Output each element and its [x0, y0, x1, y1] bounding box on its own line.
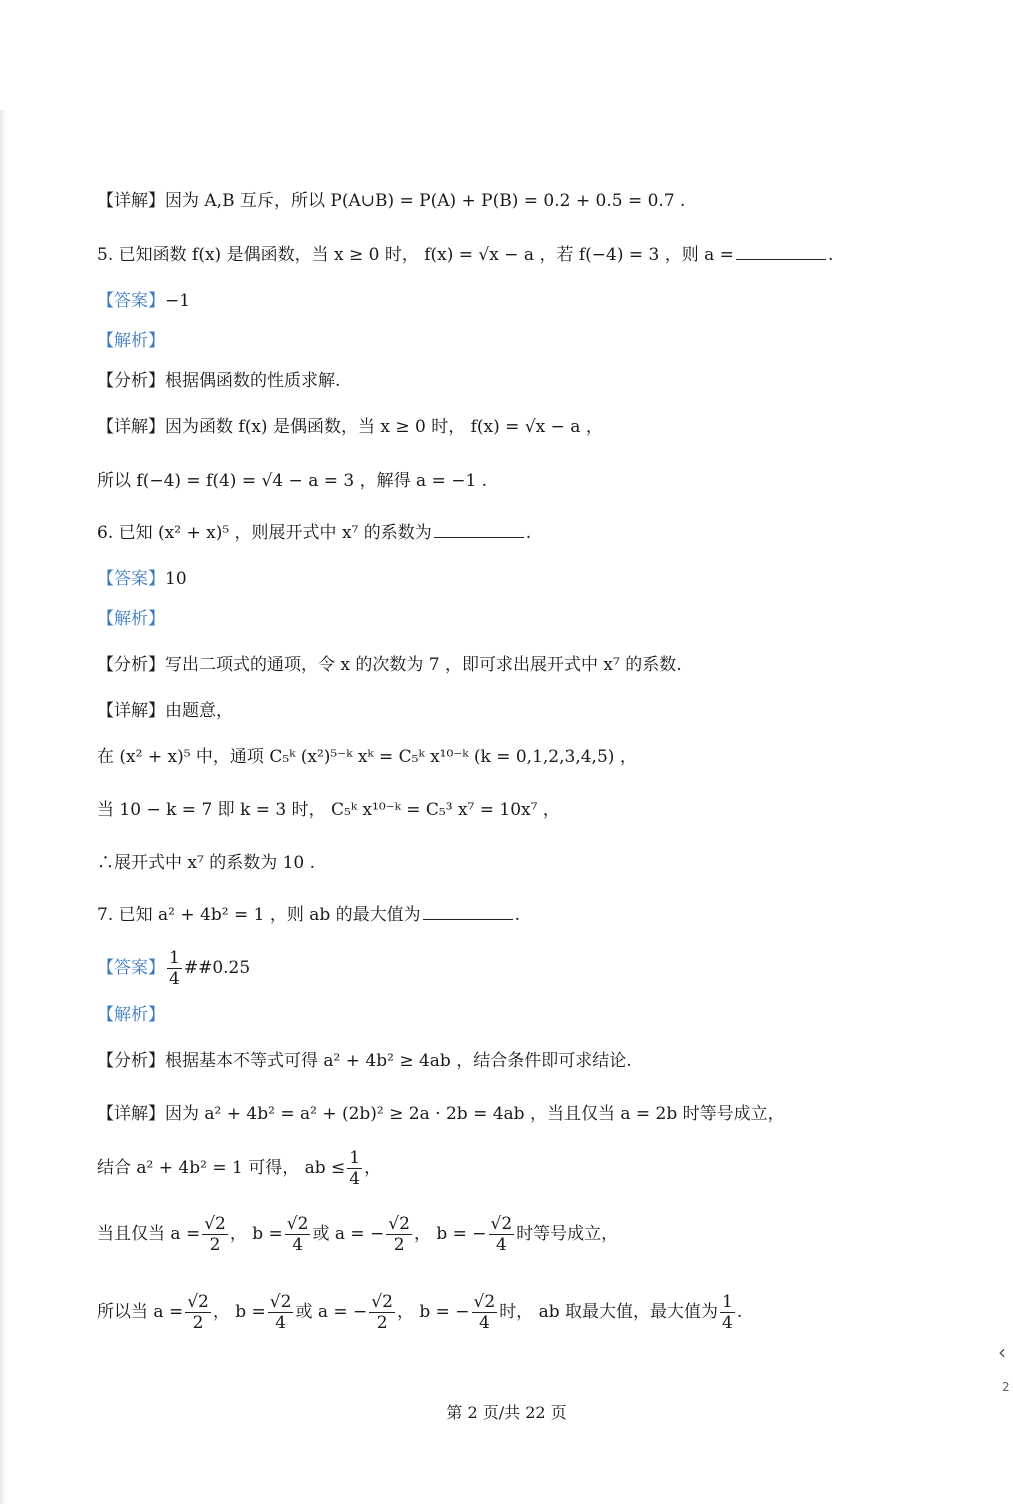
page-indicator: 2 — [1002, 1380, 1010, 1394]
analysis-6: 【分析】写出二项式的通项，令 x 的次数为 7 ，即可求出展开式中 x⁷ 的系数. — [97, 655, 682, 675]
page-footer: 第 2 页/共 22 页 — [446, 1403, 567, 1422]
analysis-header-5: 【解析】 — [97, 331, 165, 351]
analysis-5: 【分析】根据偶函数的性质求解. — [97, 371, 341, 391]
fraction-sqrt2-over-2: $\frac{√2}{2}$ — [388, 1214, 410, 1255]
detail-5: 【详解】因为函数 f(x) 是偶函数，当 x ≥ 0 时， f(x) = √x − a ， — [97, 417, 603, 437]
fraction-sqrt2-over-4: $\frac{√2}{4}$ — [490, 1214, 513, 1255]
fraction: $\frac{1}{4}$ — [349, 1148, 361, 1189]
detail-6: 【详解】由题意， — [97, 701, 233, 721]
analysis-header-7: 【解析】 — [97, 1005, 165, 1025]
detail-line-q4: 【详解】因为 A,B 互斥，所以 P(A∪B) = P(A) + P(B) = 0.2 + 0.5 = 0.7 . — [97, 191, 686, 211]
answer-6: 【答案】10 — [97, 569, 187, 589]
answer-5: 【答案】−1 — [97, 291, 191, 311]
detail-5b: 所以 f(−4) = f(4) = √4 − a = 3 ，解得 a = −1 . — [97, 471, 488, 491]
question-6: 6. 已知 (x² + x)⁵ ，则展开式中 x⁷ 的系数为 . — [97, 523, 532, 543]
fraction-sqrt2-over-4: $\frac{√2}{4}$ — [473, 1292, 496, 1333]
analysis-7: 【分析】根据基本不等式可得 a² + 4b² ≥ 4ab ，结合条件即可求结论. — [97, 1051, 632, 1071]
detail-7d: 所以当 a = $\frac{√2}{2}$ ， b = $\frac{√2}{4}$ 或 a = − $\frac{√2}{2}$ ， b = − $\frac{√2}{4}$ 时， ab 取最大值，最大值为 $\frac{1}{4}$ . — [97, 1292, 743, 1333]
detail-6b: 在 (x² + x)⁵ 中，通项 C₅ᵏ (x²)⁵⁻ᵏ xᵏ = C₅ᵏ x¹⁰⁻ᵏ (k = 0,1,2,3,4,5) ， — [97, 747, 637, 767]
fraction-sqrt2-over-4: $\frac{√2}{4}$ — [286, 1214, 309, 1255]
detail-7: 【详解】因为 a² + 4b² = a² + (2b)² ≥ 2a · 2b = 4ab ，当且仅当 a = 2b 时等号成立， — [97, 1104, 785, 1124]
question-5: 5. 已知函数 f(x) 是偶函数，当 x ≥ 0 时， f(x) = √x − a ，若 f(−4) = 3 ，则 a = . — [97, 245, 834, 265]
fraction-sqrt2-over-2: $\frac{√2}{2}$ — [371, 1292, 393, 1333]
detail-7c: 当且仅当 a = $\frac{√2}{2}$ ， b = $\frac{√2}{4}$ 或 a = − $\frac{√2}{2}$ ， b = − $\frac{√2}{4}$ 时等号成立， — [97, 1214, 619, 1255]
answer-fraction: $\frac{1}{4}$ — [169, 948, 180, 989]
detail-7b: 结合 a² + 4b² = 1 可得， ab ≤ $\frac{1}{4}$ ， — [97, 1148, 382, 1189]
fraction-sqrt2-over-2: $\frac{√2}{2}$ — [204, 1214, 226, 1255]
analysis-header-6: 【解析】 — [97, 609, 165, 629]
answer-7: 【答案】 $\frac{1}{4}$ ##0.25 — [97, 948, 251, 989]
page-edge-shadow — [0, 110, 6, 1504]
fraction-sqrt2-over-4: $\frac{√2}{4}$ — [269, 1292, 292, 1333]
detail-6d: ∴展开式中 x⁷ 的系数为 10 . — [97, 853, 316, 873]
question-7: 7. 已知 a² + 4b² = 1 ，则 ab 的最大值为 . — [97, 905, 521, 925]
fraction-sqrt2-over-2: $\frac{√2}{2}$ — [187, 1292, 209, 1333]
answer-blank — [423, 905, 513, 920]
detail-6c: 当 10 − k = 7 即 k = 3 时， C₅ᵏ x¹⁰⁻ᵏ = C₅³ x⁷ = 10x⁷ ， — [97, 800, 560, 820]
chevron-left-icon[interactable]: ‹ — [998, 1340, 1006, 1364]
answer-blank — [434, 523, 524, 538]
answer-blank — [736, 245, 826, 260]
fraction-one-quarter: $\frac{1}{4}$ — [722, 1292, 733, 1333]
